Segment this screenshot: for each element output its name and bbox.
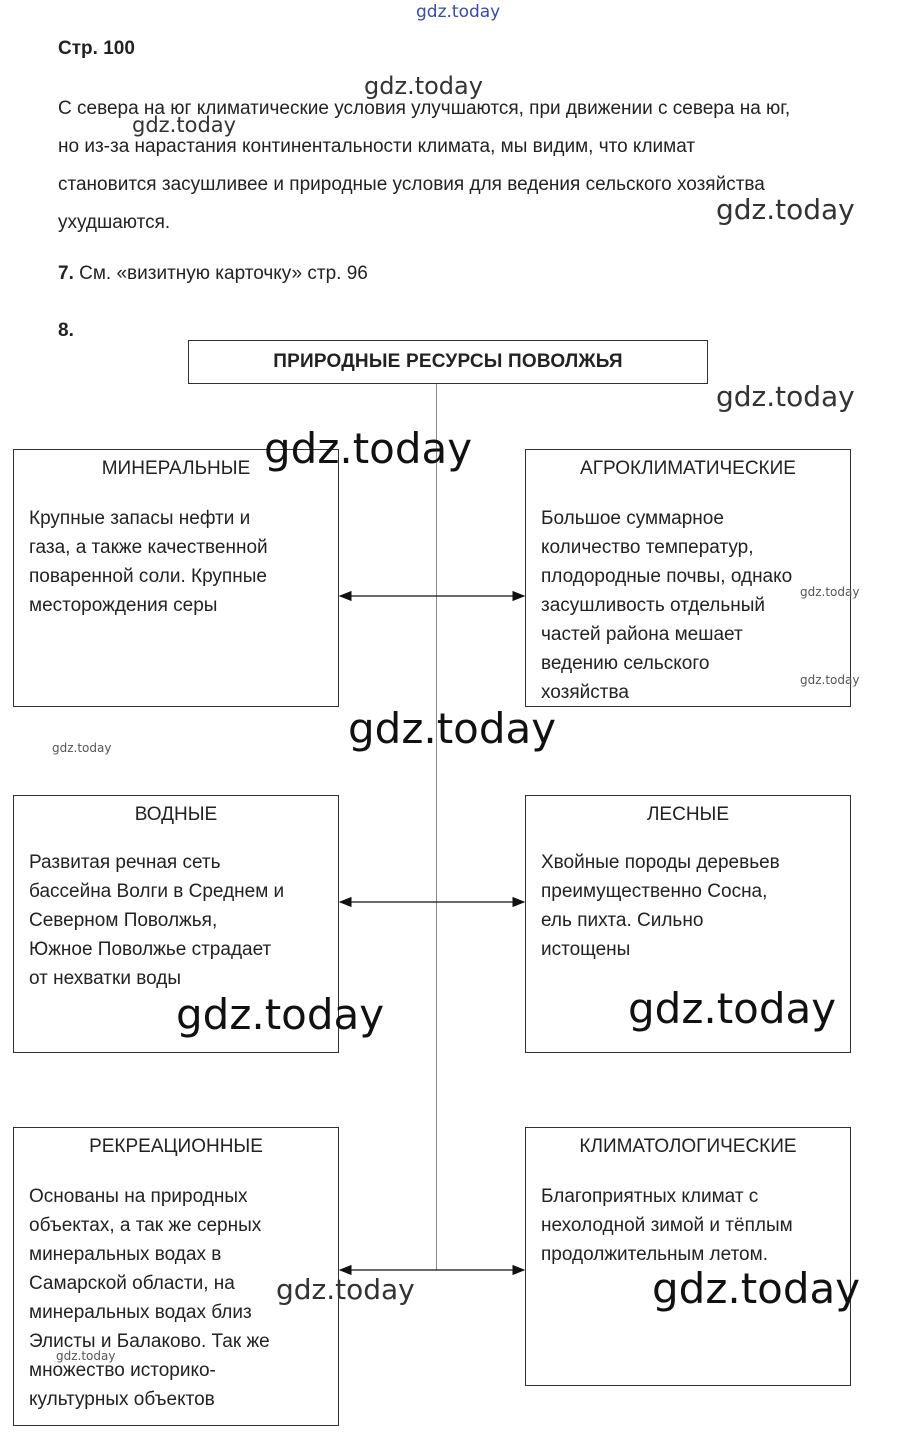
watermark: gdz.today xyxy=(800,585,860,599)
watermark: gdz.today xyxy=(716,193,855,226)
box-climatological-text: Благоприятных климат с нехолодной зимой и тёплым продолжительным летом. xyxy=(541,1186,793,1265)
box-forest-title: ЛЕСНЫЕ xyxy=(646,804,730,825)
watermark-top: gdz.today xyxy=(416,2,501,22)
box-forest-text: Хвойные породы деревьев преимущественно Сосна, ель пихта. Сильно истощены xyxy=(541,852,780,960)
paragraph-line: но из-за нарастания континентальности климата, мы видим, что климат xyxy=(58,136,696,157)
watermark: gdz.today xyxy=(176,990,385,1039)
watermark: gdz.today xyxy=(716,380,855,413)
watermark: gdz.today xyxy=(800,673,860,687)
item-8-number: 8. xyxy=(58,320,74,341)
item-7-number: 7. xyxy=(58,263,74,284)
page-reference: Стр. 100 xyxy=(58,38,135,59)
watermark: gdz.today xyxy=(652,1264,861,1313)
watermark: gdz.today xyxy=(276,1273,415,1306)
diagram-title: ПРИРОДНЫЕ РЕСУРСЫ ПОВОЛЖЬЯ xyxy=(273,351,623,372)
box-recreation-title: РЕКРЕАЦИОННЫЕ xyxy=(89,1136,263,1157)
watermark: gdz.today xyxy=(364,72,483,100)
item-7-text: См. «визитную карточку» стр. 96 xyxy=(73,263,368,284)
box-mineral-text: Крупные запасы нефти и газа, а также качественной поваренной соли. Крупные месторождения серы xyxy=(29,508,268,616)
box-climatological-title: КЛИМАТОЛОГИЧЕСКИЕ xyxy=(579,1136,797,1157)
box-mineral-title: МИНЕРАЛЬНЫЕ xyxy=(101,458,251,479)
box-recreation-text: Основаны на природных объектах, а так же серных минеральных водах в Самарской области, на минеральных водах близ Элисты и Балаково. Так же множество историко- культурных объектов xyxy=(29,1186,270,1410)
watermark: gdz.today xyxy=(264,424,473,473)
box-agroclimatic-text: Большое суммарное количество температур, плодородные почвы, однако засушливость отдельный частей района мешает ведению сельского хозяйства xyxy=(541,508,793,703)
paragraph-line: становится засушливее и природные условия для ведения сельского хозяйства xyxy=(58,174,765,195)
box-agroclimatic-title: АГРОКЛИМАТИЧЕСКИЕ xyxy=(580,458,796,479)
box-water-title: ВОДНЫЕ xyxy=(134,804,218,825)
watermark: gdz.today xyxy=(628,984,837,1033)
watermark: gdz.today xyxy=(52,741,112,755)
watermark: gdz.today xyxy=(56,1349,116,1363)
paragraph-line: С севера на юг климатические условия улучшаются, при движении с севера на юг, xyxy=(58,98,791,119)
box-water-text: Развитая речная сеть бассейна Волги в Среднем и Северном Поволжья, Южное Поволжье страдает от нехватки воды xyxy=(29,852,285,989)
watermark: gdz.today xyxy=(132,113,237,137)
watermark: gdz.today xyxy=(348,704,557,753)
paragraph-line: ухудшаются. xyxy=(58,212,171,233)
